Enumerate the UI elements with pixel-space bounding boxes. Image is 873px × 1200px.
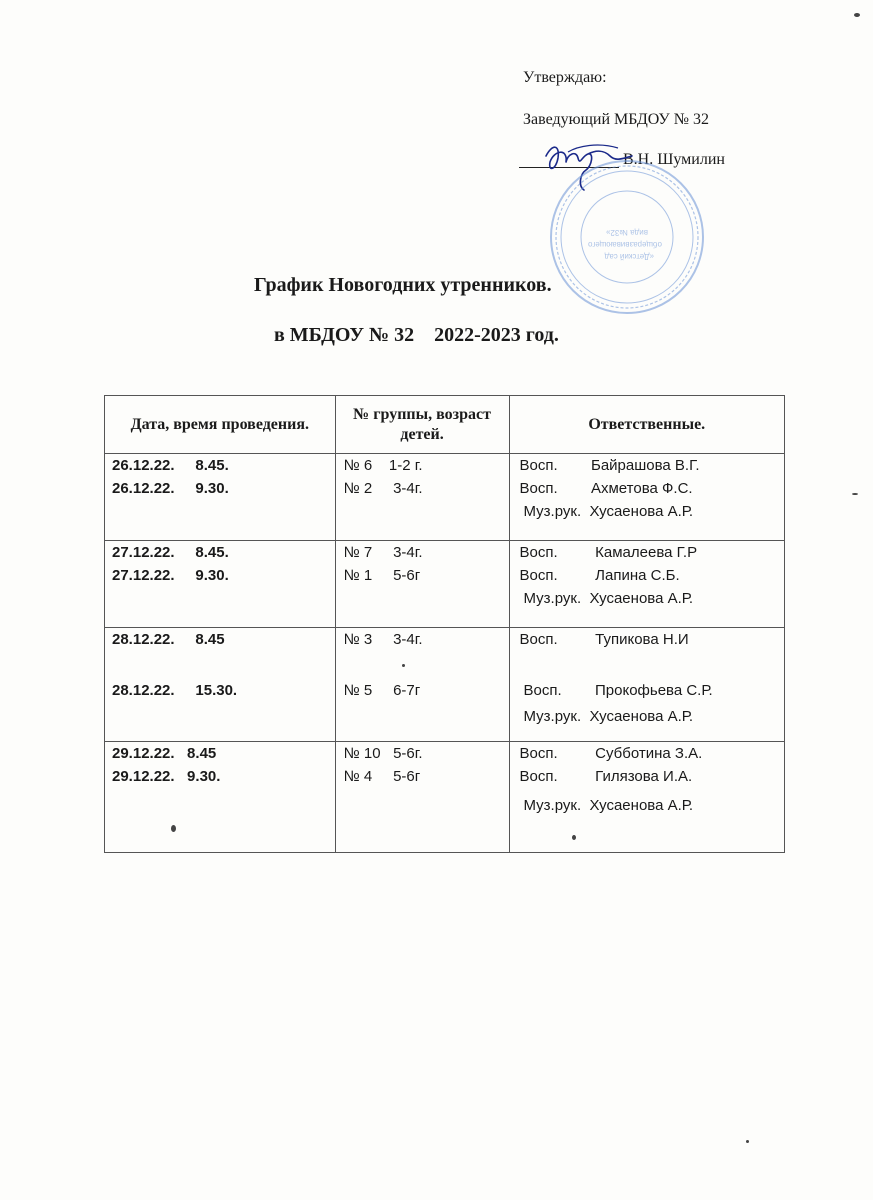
table-row <box>105 454 785 541</box>
group-cell <box>335 742 509 853</box>
staff-member: Муз.рук. Хусаенова А.Р. <box>523 797 694 814</box>
document-subtitle: в МБДОУ № 32 2022-2023 год. <box>274 324 559 346</box>
scan-speck <box>746 1140 749 1143</box>
staff-member: Муз.рук. Хусаенова А.Р. <box>523 708 694 725</box>
group-age: № 7 3-4г. <box>343 544 423 561</box>
approval-title: Утверждаю: <box>523 69 607 86</box>
date-cell <box>105 742 336 853</box>
date-time: 27.12.22. 8.45. <box>112 544 229 561</box>
staff-member: Муз.рук. Хусаенова А.Р. <box>523 590 694 607</box>
table-row <box>105 742 785 853</box>
schedule-table <box>104 395 785 853</box>
group-age: № 10 5-6г. <box>343 745 423 762</box>
group-cell <box>335 454 509 541</box>
svg-text:«Детский сад: «Детский сад <box>604 252 654 261</box>
staff-member: Восп. Камалеева Г.Р <box>519 544 698 561</box>
svg-text:вида №32»: вида №32» <box>606 228 648 237</box>
date-time: 26.12.22. 9.30. <box>112 480 229 497</box>
date-time: 29.12.22. 8.45 <box>112 745 217 762</box>
scan-speck <box>171 825 176 832</box>
signer-name: В.Н. Шумилин <box>623 151 725 168</box>
staff-member: Восп. Ахметова Ф.С. <box>519 480 693 497</box>
header-responsible: Ответственные. <box>509 396 784 454</box>
staff-member: Восп. Тупикова Н.И <box>519 631 689 648</box>
table-row <box>105 541 785 628</box>
group-age: № 2 3-4г. <box>343 480 423 497</box>
staff-member: Восп. Байрашова В.Г. <box>519 457 700 474</box>
group-age: № 5 6-7г <box>343 682 421 699</box>
date-time: 28.12.22. 8.45 <box>112 631 225 648</box>
staff-cell <box>509 454 784 541</box>
official-stamp <box>548 158 706 316</box>
group-age: № 1 5-6г <box>343 567 421 584</box>
table-header-row <box>105 396 785 454</box>
date-cell <box>105 541 336 628</box>
date-time: 27.12.22. 9.30. <box>112 567 229 584</box>
date-time: 28.12.22. 15.30. <box>112 682 238 699</box>
scan-speck <box>854 13 860 17</box>
staff-member: Восп. Лапина С.Б. <box>519 567 680 584</box>
staff-cell <box>509 742 784 853</box>
group-age: № 3 3-4г. <box>343 631 423 648</box>
date-time: 26.12.22. 8.45. <box>112 457 229 474</box>
staff-member: Восп. Субботина З.А. <box>519 745 703 762</box>
group-age: № 4 5-6г <box>343 768 421 785</box>
approval-position: Заведующий МБДОУ № 32 <box>523 111 709 128</box>
staff-member: Восп. Прокофьева С.Р. <box>523 682 713 699</box>
date-cell <box>105 454 336 541</box>
svg-text:общеразвивающего: общеразвивающего <box>588 240 662 249</box>
table-row <box>105 628 785 742</box>
group-cell <box>335 628 509 742</box>
staff-cell <box>509 628 784 742</box>
scan-speck <box>572 835 576 840</box>
scan-speck <box>852 493 858 495</box>
staff-member: Восп. Гилязова И.А. <box>519 768 693 785</box>
header-date: Дата, время проведения. <box>105 396 336 454</box>
date-time: 29.12.22. 9.30. <box>112 768 221 785</box>
document-title: График Новогодних утренников. <box>254 274 552 296</box>
group-cell <box>335 541 509 628</box>
group-age: № 6 1-2 г. <box>343 457 423 474</box>
staff-member: Муз.рук. Хусаенова А.Р. <box>523 503 694 520</box>
scan-speck <box>402 664 405 667</box>
staff-cell <box>509 541 784 628</box>
date-cell <box>105 628 336 742</box>
header-group: № группы, возраст детей. <box>335 396 509 454</box>
